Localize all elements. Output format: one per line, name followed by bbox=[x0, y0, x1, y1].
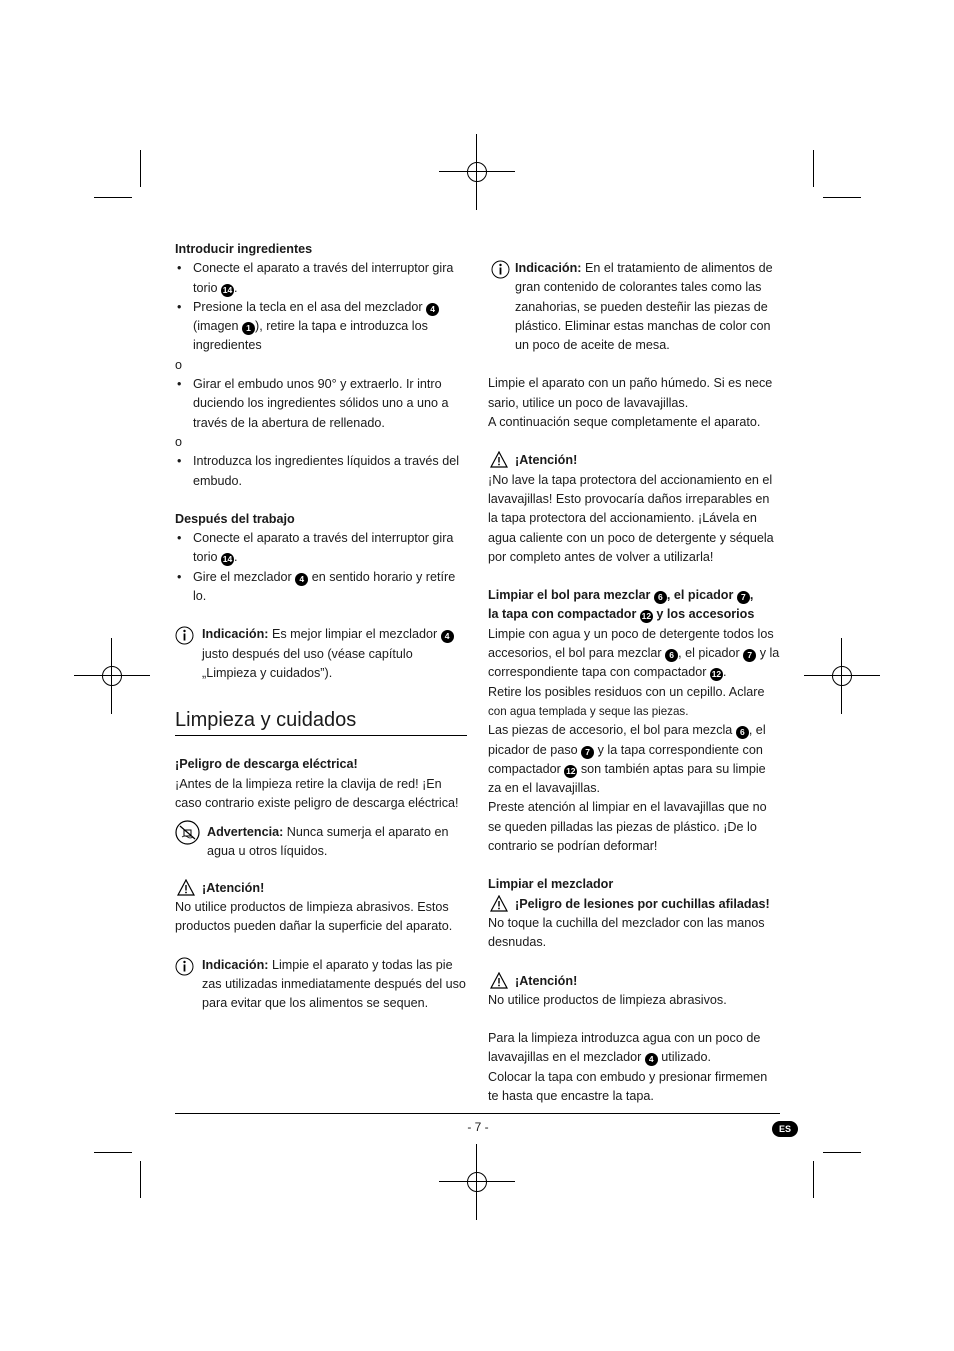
warning-icon bbox=[490, 895, 508, 912]
paragraph: Limpie el aparato con un paño húmedo. Si es nece sario, utilice un poco de lavavajillas. bbox=[488, 376, 773, 410]
crop-mark bbox=[823, 197, 861, 198]
list-item: • Conecte el aparato a través del interruptor gira torio 14 . bbox=[175, 259, 467, 298]
intro-list bbox=[175, 259, 467, 355]
part-number-badge: 12 bbox=[711, 669, 722, 680]
attention-text: No utilice productos de limpieza abrasivos. bbox=[488, 992, 727, 1007]
warning-icon bbox=[490, 451, 508, 468]
warning-icon bbox=[490, 972, 508, 989]
image-number-badge: 1 bbox=[242, 322, 255, 335]
part-number-badge: 7 bbox=[581, 746, 594, 759]
crop-mark bbox=[94, 197, 132, 198]
paragraph: A continuación seque completamente el aparato. bbox=[488, 415, 761, 430]
attention-heading: ¡Atención! bbox=[175, 879, 467, 898]
part-number-badge: 6 bbox=[736, 726, 749, 739]
sharp-blade-warning: ¡Peligro de lesiones por cuchillas afiladas! bbox=[488, 895, 780, 914]
after-title: Después del trabajo bbox=[175, 511, 295, 526]
crop-mark bbox=[813, 1161, 814, 1198]
info-icon bbox=[175, 957, 194, 976]
paragraph: Para la limpieza introduzca agua con un poco de lavavajillas en el mezclador 4 utilizado. bbox=[488, 1031, 761, 1065]
part-number-badge: 6 bbox=[654, 591, 667, 604]
crop-mark bbox=[140, 150, 141, 187]
crop-mark bbox=[823, 1152, 861, 1153]
attention-heading: ¡Atención! bbox=[488, 972, 780, 991]
list-item: • Presione la tecla en el asa del mezclador 4 (imagen 1 ), retire la tapa e introduzca los ingredientes bbox=[175, 298, 467, 356]
list-item: • Gire el mezclador 4 en sentido horario y retíre lo. bbox=[175, 568, 467, 607]
paragraph: Colocar la tapa con embudo y presionar firmemen te hasta que encastre la tapa. bbox=[488, 1069, 768, 1103]
part-number-badge: 12 bbox=[566, 765, 576, 776]
bowl-title: Limpiar el bol para mezclar 6 , el picador 7 , la tapa con compactador 12 y los accesorios bbox=[488, 588, 755, 622]
part-number-badge: 4 bbox=[426, 303, 439, 316]
left-column bbox=[175, 240, 467, 1014]
no-immersion-icon bbox=[175, 820, 202, 845]
registration-mark-top bbox=[439, 134, 515, 210]
registration-mark-right bbox=[804, 638, 880, 714]
language-badge: ES bbox=[772, 1121, 798, 1137]
info-icon bbox=[491, 260, 510, 279]
warning-block: Advertencia: Nunca sumerja el aparato en agua u otros líquidos. bbox=[175, 823, 467, 862]
intro-title: Introducir ingredientes bbox=[175, 242, 313, 256]
note-block: Indicación: Limpie el aparato y todas las pie zas utilizadas inmediatamente después del uso para evitar que los alimentos se sequen. bbox=[175, 956, 467, 1014]
registration-mark-bottom bbox=[439, 1144, 515, 1220]
part-number-badge: 14 bbox=[222, 284, 233, 295]
danger-text: ¡Antes de la limpieza retire la clavija de red! ¡En caso contrario existe peligro de descarga eléctrica! bbox=[175, 776, 459, 810]
part-number-badge: 14 bbox=[222, 554, 233, 565]
part-number-badge: 6 bbox=[665, 649, 678, 662]
after-list bbox=[175, 529, 467, 606]
note-block: Indicación: En el tratamiento de alimentos de gran contenido de colorantes tales como las zanahorias, se pueden desteñir las piezas de plástico. Eliminar estas manchas de color con un poco de aceite de mesa. bbox=[488, 259, 780, 355]
attention-text: No utilice productos de limpieza abrasivos. Estos productos pueden dañar la superficie del aparato. bbox=[175, 900, 453, 934]
paragraph: con agua templada y seque las piezas. bbox=[488, 704, 689, 718]
info-icon bbox=[175, 626, 194, 645]
part-number-badge: 4 bbox=[645, 1053, 658, 1066]
registration-mark-left bbox=[74, 638, 150, 714]
list-item: • Girar el embudo unos 90° y extraerlo. Ir intro duciendo los ingredientes sólidos uno a uno a través de la abertura de rellenado. bbox=[175, 375, 467, 433]
paragraph: Preste atención al limpiar en el lavavajillas que no se queden pilladas las piezas de plástico. ¡De lo contrario se podrían deformar! bbox=[488, 800, 767, 854]
attention-heading: ¡Atención! bbox=[488, 451, 780, 470]
part-number-badge: 4 bbox=[295, 573, 308, 586]
crop-mark bbox=[140, 1161, 141, 1198]
section-heading: Limpieza y cuidados bbox=[175, 707, 467, 736]
paragraph: Retire los posibles residuos con un cepillo. Aclare bbox=[488, 684, 765, 699]
part-number-badge: 7 bbox=[743, 649, 756, 662]
footer-divider bbox=[175, 1113, 780, 1114]
note-block: Indicación: Es mejor limpiar el mezclador 4 justo después del uso (véase capítulo „Limpieza y cuidados”). bbox=[175, 625, 467, 683]
paragraph: Las piezas de accesorio, el bol para mezcla 6 , el picador de paso 7 y la tapa correspondiente con compactador 12 son también aptas para su limpie za en el lavavajillas. bbox=[488, 723, 766, 796]
paragraph: No toque la cuchilla del mezclador con las manos desnudas. bbox=[488, 915, 765, 950]
warning-icon bbox=[177, 879, 195, 896]
mixer-title: Limpiar el mezclador bbox=[488, 877, 614, 892]
attention-text: ¡No lave la tapa protectora del accionamiento en el lavavajillas! Esto provocaría daños irreparables en la tapa protectora del accionamiento. ¡Lávela en agua caliente con un poco de detergente y séquela por completo antes de volver a utilizarla! bbox=[488, 472, 774, 564]
part-number-badge: 12 bbox=[641, 611, 652, 622]
crop-mark bbox=[813, 150, 814, 187]
part-number-badge: 7 bbox=[737, 591, 750, 604]
crop-mark bbox=[94, 1152, 132, 1153]
page-number: - 7 - bbox=[467, 1120, 489, 1134]
or-separator: o bbox=[175, 357, 183, 372]
or-separator: o bbox=[175, 434, 183, 449]
right-column bbox=[488, 259, 780, 1106]
paragraph: Limpie con agua y un poco de detergente todos los accesorios, el bol para mezclar 6 , el picador 7 y la correspondiente tapa con compactador 12 . bbox=[488, 626, 780, 680]
list-item: • Conecte el aparato a través del interruptor gira torio 14 . bbox=[175, 529, 467, 568]
danger-title: ¡Peligro de descarga eléctrica! bbox=[175, 757, 358, 772]
list-item: • Introduzca los ingredientes líquidos a través del embudo. bbox=[175, 452, 467, 491]
part-number-badge: 4 bbox=[441, 630, 454, 643]
